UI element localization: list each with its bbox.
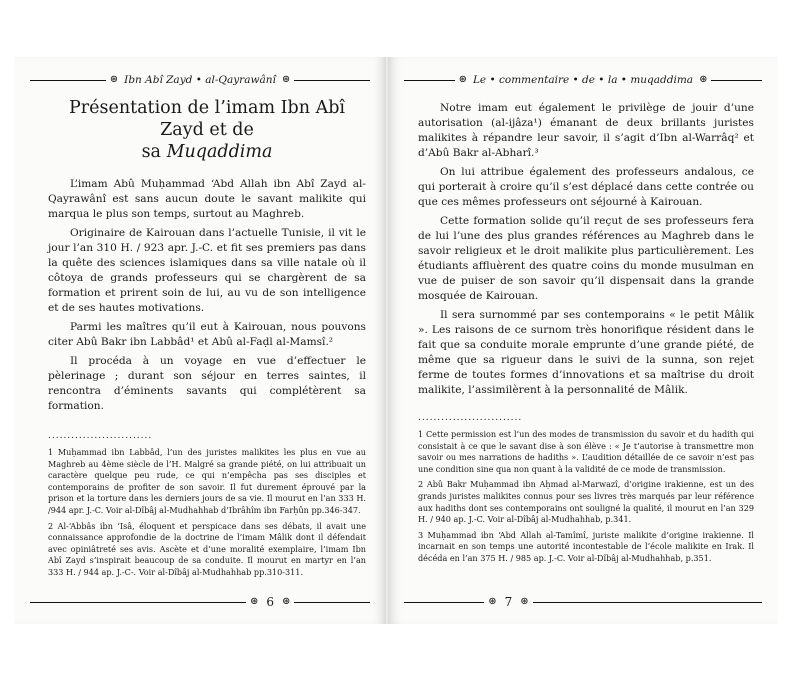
ornament-icon: ⊛	[281, 74, 291, 85]
footer-rule	[294, 602, 370, 603]
page-number: 6	[266, 595, 275, 609]
title-line-1: Présentation de l’imam Ibn Abî Zayd et de	[68, 98, 346, 140]
running-header	[30, 73, 370, 87]
footnote: 1 Muḥammad ibn Labbâd, l’un des juristes malikites les plus en vue au Maghreb au 4ème siècle de l’H. Malgré sa grande piété, on lui attribuait un caractère quelque peu rude, ce qui n’empêcha pas ses disciples et contemporains de profiter de son savoir. Il fut durement éprouvé par la prison et la torture dans les derniers jours de sa vie. Il mourut en l’an 333 H. /944 apr. J.-C. Voir al-Dîbâj al-Mudhahhab d’Ibrâhîm ibn Farḥûn pp.346-347.	[48, 447, 366, 515]
footnote: 3 Muḥammad ibn ‘Abd Allah al-Tamîmî, juriste malikite d’origine irakienne. Il incarnait en son temps une autorité incontestable de l’école malikite en Irak. Il décéda en l’an 375 H. / 985 ap. J.-C. Voir al-Dîbâj al-Mudhahhab, p.351.	[418, 529, 754, 563]
footnote: 2 Al-‘Abbâs ibn ‘Isâ, éloquent et perspicace dans ses débats, il avait une connaissance approfondie de la doctrine de l’imam Mâlik dont il défendait avec opiniâtreté ses avis. Ascète et d’une moralité exemplaire, l’imam Ibn Abî Zayd s’inspirait beaucoup de sa conduite. Il mourut en martyr en l’an 333 H. / 944 ap. J.-C-. Voir al-Dîbâj al-Mudhahhab pp.310-311.	[48, 520, 366, 577]
paragraph: Notre imam eut également le privilège de jouir d’une autorisation (al-ijâza¹) émanant de deux brillants juristes malikites à répandre leur savoir, il s’agit d’Ibn al-Warrâq² et d’Abû Bakr al-Abharî.³	[418, 102, 754, 159]
ornament-icon: ⊛	[488, 596, 497, 607]
footnote: 2 Abû Bakr Muḥammad ibn Aḥmad al-Marwazî, d’origine irakienne, est un des grands juristes malikites connus pour ses livres très marqués par leur référence aux hadiths dont ses contemporains ont souligné la qualité, il mourut en l’an 329 H. / 940 ap. J.-C. Voir al-Dîbâj al-Mudhahhab, p.341.	[418, 479, 754, 525]
paragraph: Il sera surnommé par ses contemporains « le petit Mâlik ». Les raisons de ce surnom très honorifique résident dans le fait que sa conduite morale emprunte d’une grande piété, de même que sa rigueur dans le suivi de la sunna, son rejet ferme de toutes formes d’innovations et sa maîtrise du droit malikite, l’assimilèrent à la personnalité de Mâlik.	[418, 309, 754, 396]
header-rule	[404, 80, 455, 81]
running-footer	[404, 594, 762, 610]
footnote-separator: ...........................	[48, 431, 153, 441]
footer-rule	[404, 602, 484, 603]
paragraph: Il procéda à un voyage en vue d’effectuer le pèlerinage ; durant son séjour en terres saintes, il rencontra d’éminents savants qui complétèrent sa formation.	[48, 355, 366, 412]
running-footer	[30, 594, 370, 610]
title-line-2: sa	[141, 142, 167, 162]
footnote: 1 Cette permission est l’un des modes de transmission du savoir et du hadith qui consistait à ce que le savant dise à son élève : « Je t’autorise à transmettre mon savoir ou mes narrations de hadiths ». L’audition détaillée de ce savoir n’est pas une condition sine qua non quant à la validité de ce mode de transmission.	[418, 429, 754, 474]
left-footnotes	[48, 425, 366, 579]
paragraph: Parmi les maîtres qu’il eut à Kairouan, nous pouvons citer Abû Bakr ibn Labbâd¹ et Abû al-Faḍl al-Mamsî.²	[48, 321, 366, 348]
paragraph: L’imam Abû Muḥammad ‘Abd Allah ibn Abî Zayd al-Qayrawânî est sans aucun doute le savant malikite qui marqua le plus son temps, surtout au Maghreb.	[48, 178, 366, 220]
ornament-icon: ⊛	[520, 596, 529, 607]
chapter-title	[48, 97, 366, 163]
title-italic: Muqaddima	[166, 142, 273, 162]
ornament-icon: ⊛	[282, 596, 291, 607]
ornament-icon: ⊛	[699, 74, 708, 85]
running-header	[404, 73, 762, 87]
footer-rule	[30, 602, 246, 603]
right-footnotes	[418, 407, 754, 565]
ornament-icon: ⊛	[458, 74, 467, 85]
paragraph: Cette formation solide qu’il reçut de ses professeurs fera de lui l’une des plus grandes références au Maghreb dans le savoir religieux et le droit malikite plus particulièrement. Les étudiants affluèrent des quatre coins du monde musulman en vue de puiser de son savoir qu’il dispensait dans la grande mosquée de Kairouan.	[418, 215, 754, 302]
left-page	[14, 57, 386, 624]
header-title: Le • commentaire • de • la • muqaddima	[472, 74, 694, 86]
ornament-icon: ⊛	[249, 596, 259, 607]
footnote-separator: ...........................	[418, 413, 523, 423]
page-number: 7	[504, 595, 513, 609]
header-rule	[294, 80, 370, 81]
right-page	[388, 57, 778, 624]
paragraph: On lui attribue également des professeurs andalous, ce qui porterait à croire qu’il s’est déplacé dans cette contrée ou que ces mêmes professeurs ont séjourné à Kairouan.	[418, 166, 754, 208]
header-title: Ibn Abî Zayd • al-Qayrawânî	[124, 74, 276, 86]
right-body	[418, 101, 754, 398]
left-body	[48, 97, 366, 414]
header-rule	[30, 80, 106, 81]
header-rule	[711, 80, 762, 81]
ornament-icon: ⊛	[109, 74, 119, 85]
footer-rule	[533, 602, 762, 603]
paragraph: Originaire de Kairouan dans l’actuelle Tunisie, il vit le jour l’an 310 H. / 923 apr. J.-C. et fit ses premiers pas dans la quête des sciences islamiques dans sa ville natale où il côtoya de grands professeurs qui se chargèrent de sa formation et prirent soin de lui, au vu de son intelligence et de ses hautes motivations.	[48, 227, 366, 314]
